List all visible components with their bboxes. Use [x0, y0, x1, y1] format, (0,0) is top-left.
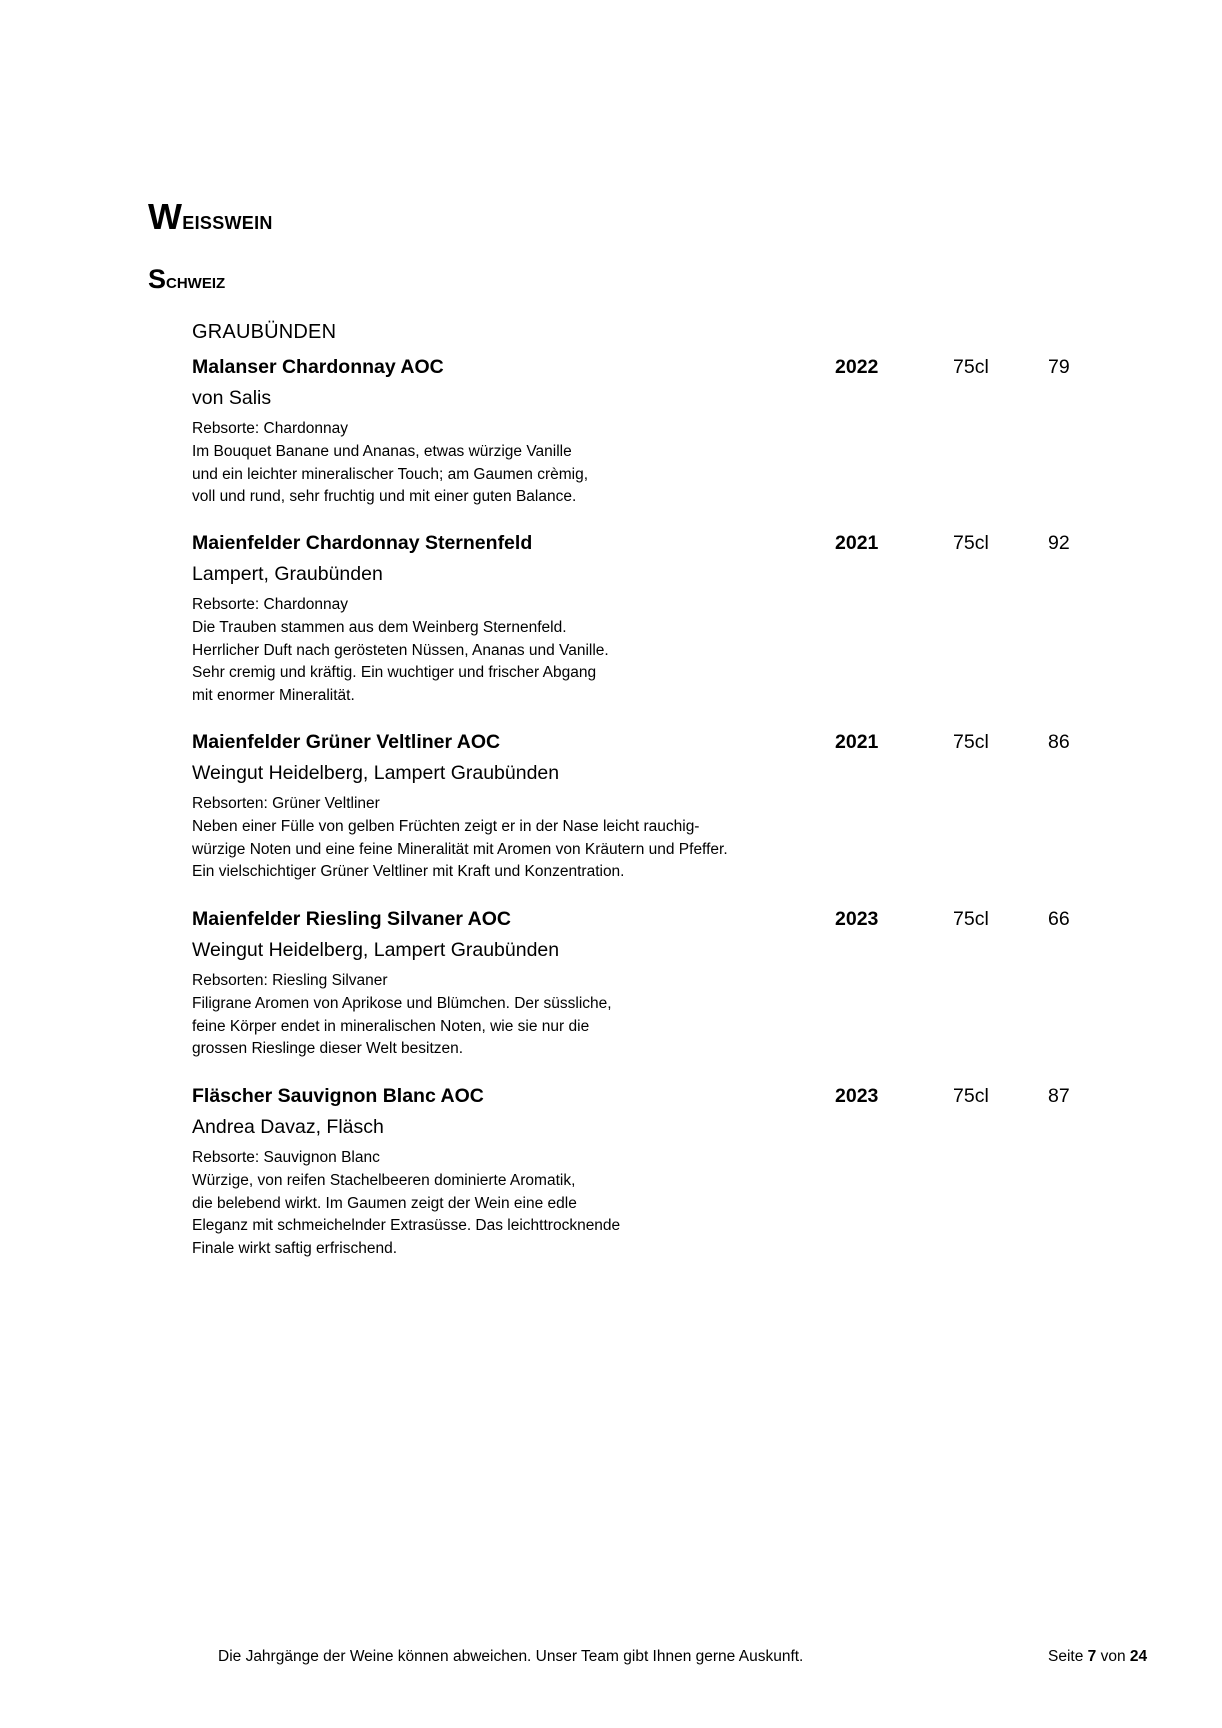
wine-name: Malanser Chardonnay AOC	[192, 356, 444, 378]
wine-producer: Weingut Heidelberg, Lampert Graubünden	[192, 939, 560, 961]
wine-producer: Andrea Davaz, Fläsch	[192, 1116, 384, 1138]
wine-description-line: Finale wirkt saftig erfrischend.	[192, 1240, 398, 1258]
country-heading-rest: chweiz	[166, 270, 226, 293]
section-heading-rest: eisswein	[182, 205, 273, 235]
wine-description-line: Filigrane Aromen von Aprikose und Blümchen. Der süssliche,	[192, 994, 612, 1012]
wine-description-line: Eleganz mit schmeichelnder Extrasüsse. Das leichttrocknende	[192, 1217, 621, 1235]
wine-bottle-size: 75cl	[953, 1085, 989, 1107]
wine-price: 86	[1048, 731, 1070, 753]
wine-header-row	[192, 731, 1092, 759]
wine-description-line: Würzige, von reifen Stachelbeeren dominierte Aromatik,	[192, 1171, 576, 1189]
wine-header-row	[192, 1085, 1092, 1113]
wine-bottle-size: 75cl	[953, 532, 989, 554]
wine-description-line: mit enormer Mineralität.	[192, 687, 355, 705]
wine-description	[192, 793, 1092, 884]
wine-entry	[192, 908, 1092, 1061]
wine-description-line: grossen Rieslinge dieser Welt besitzen.	[192, 1040, 464, 1058]
wine-grape: Rebsorte: Chardonnay	[192, 420, 348, 437]
wine-price: 87	[1048, 1085, 1070, 1107]
wine-producer: von Salis	[192, 387, 272, 409]
wine-description	[192, 418, 1092, 509]
wine-description-line: Herrlicher Duft nach gerösteten Nüssen, Ananas und Vanille.	[192, 641, 609, 659]
region-heading: GRAUBÜNDEN	[192, 321, 337, 343]
wine-entry	[192, 532, 1092, 708]
wine-grape: Rebsorte: Chardonnay	[192, 596, 348, 613]
wine-description-line: würzige Noten und eine feine Mineralität mit Aromen von Kräutern und Pfeffer.	[192, 840, 728, 858]
wine-producer: Lampert, Graubünden	[192, 563, 383, 585]
wine-entry	[192, 356, 1092, 509]
wine-bottle-size: 75cl	[953, 356, 989, 378]
wine-bottle-size: 75cl	[953, 731, 989, 753]
country-heading	[148, 264, 225, 295]
wine-name: Maienfelder Chardonnay Sternenfeld	[192, 532, 533, 554]
wine-vintage: 2023	[835, 908, 879, 930]
wine-header-row	[192, 532, 1092, 560]
wine-grape: Rebsorte: Sauvignon Blanc	[192, 1149, 380, 1166]
wine-description	[192, 1147, 1092, 1261]
page-current: 7	[1087, 1648, 1097, 1665]
wine-price: 79	[1048, 356, 1070, 378]
page-prefix: Seite	[1048, 1648, 1084, 1665]
wine-header-row	[192, 356, 1092, 384]
wine-entry	[192, 731, 1092, 884]
wine-bottle-size: 75cl	[953, 908, 989, 930]
wine-grape: Rebsorten: Riesling Silvaner	[192, 972, 388, 989]
wine-description-line: Die Trauben stammen aus dem Weinberg Sternenfeld.	[192, 618, 567, 636]
wine-description-line: Sehr cremig und kräftig. Ein wuchtiger und frischer Abgang	[192, 664, 597, 682]
wine-name: Maienfelder Riesling Silvaner AOC	[192, 908, 511, 930]
wine-price: 92	[1048, 532, 1070, 554]
wine-producer: Weingut Heidelberg, Lampert Graubünden	[192, 762, 560, 784]
wine-name: Maienfelder Grüner Veltliner AOC	[192, 731, 501, 753]
wine-description-line: die belebend wirkt. Im Gaumen zeigt der Wein eine edle	[192, 1194, 577, 1212]
wine-description	[192, 970, 1092, 1061]
wine-vintage: 2022	[835, 356, 879, 378]
page-total: 24	[1129, 1648, 1148, 1665]
wine-description-line: Im Bouquet Banane und Ananas, etwas würzige Vanille	[192, 442, 572, 460]
section-heading-initial: W	[148, 196, 183, 237]
wine-vintage: 2021	[835, 731, 879, 753]
page-separator: von	[1100, 1648, 1126, 1665]
wine-description-line: feine Körper endet in mineralischen Noten, wie sie nur die	[192, 1017, 590, 1035]
wine-vintage: 2021	[835, 532, 879, 554]
wine-description-line: Ein vielschichtiger Grüner Veltliner mit Kraft und Konzentration.	[192, 863, 625, 881]
wine-description-line: Neben einer Fülle von gelben Früchten zeigt er in der Nase leicht rauchig-	[192, 817, 700, 835]
footer-note: Die Jahrgänge der Weine können abweichen. Unser Team gibt Ihnen gerne Auskunft.	[218, 1648, 804, 1665]
wine-name: Fläscher Sauvignon Blanc AOC	[192, 1085, 484, 1107]
wine-description	[192, 594, 1092, 708]
section-heading	[148, 196, 273, 238]
wine-price: 66	[1048, 908, 1070, 930]
country-heading-initial: S	[148, 264, 167, 294]
page-number	[1048, 1648, 1147, 1666]
wine-description-line: voll und rund, sehr fruchtig und mit einer guten Balance.	[192, 488, 577, 506]
wine-grape: Rebsorten: Grüner Veltliner	[192, 795, 380, 812]
wine-description-line: und ein leichter mineralischer Touch; am Gaumen crèmig,	[192, 465, 589, 483]
wine-vintage: 2023	[835, 1085, 879, 1107]
wine-entry	[192, 1085, 1092, 1261]
wine-header-row	[192, 908, 1092, 936]
